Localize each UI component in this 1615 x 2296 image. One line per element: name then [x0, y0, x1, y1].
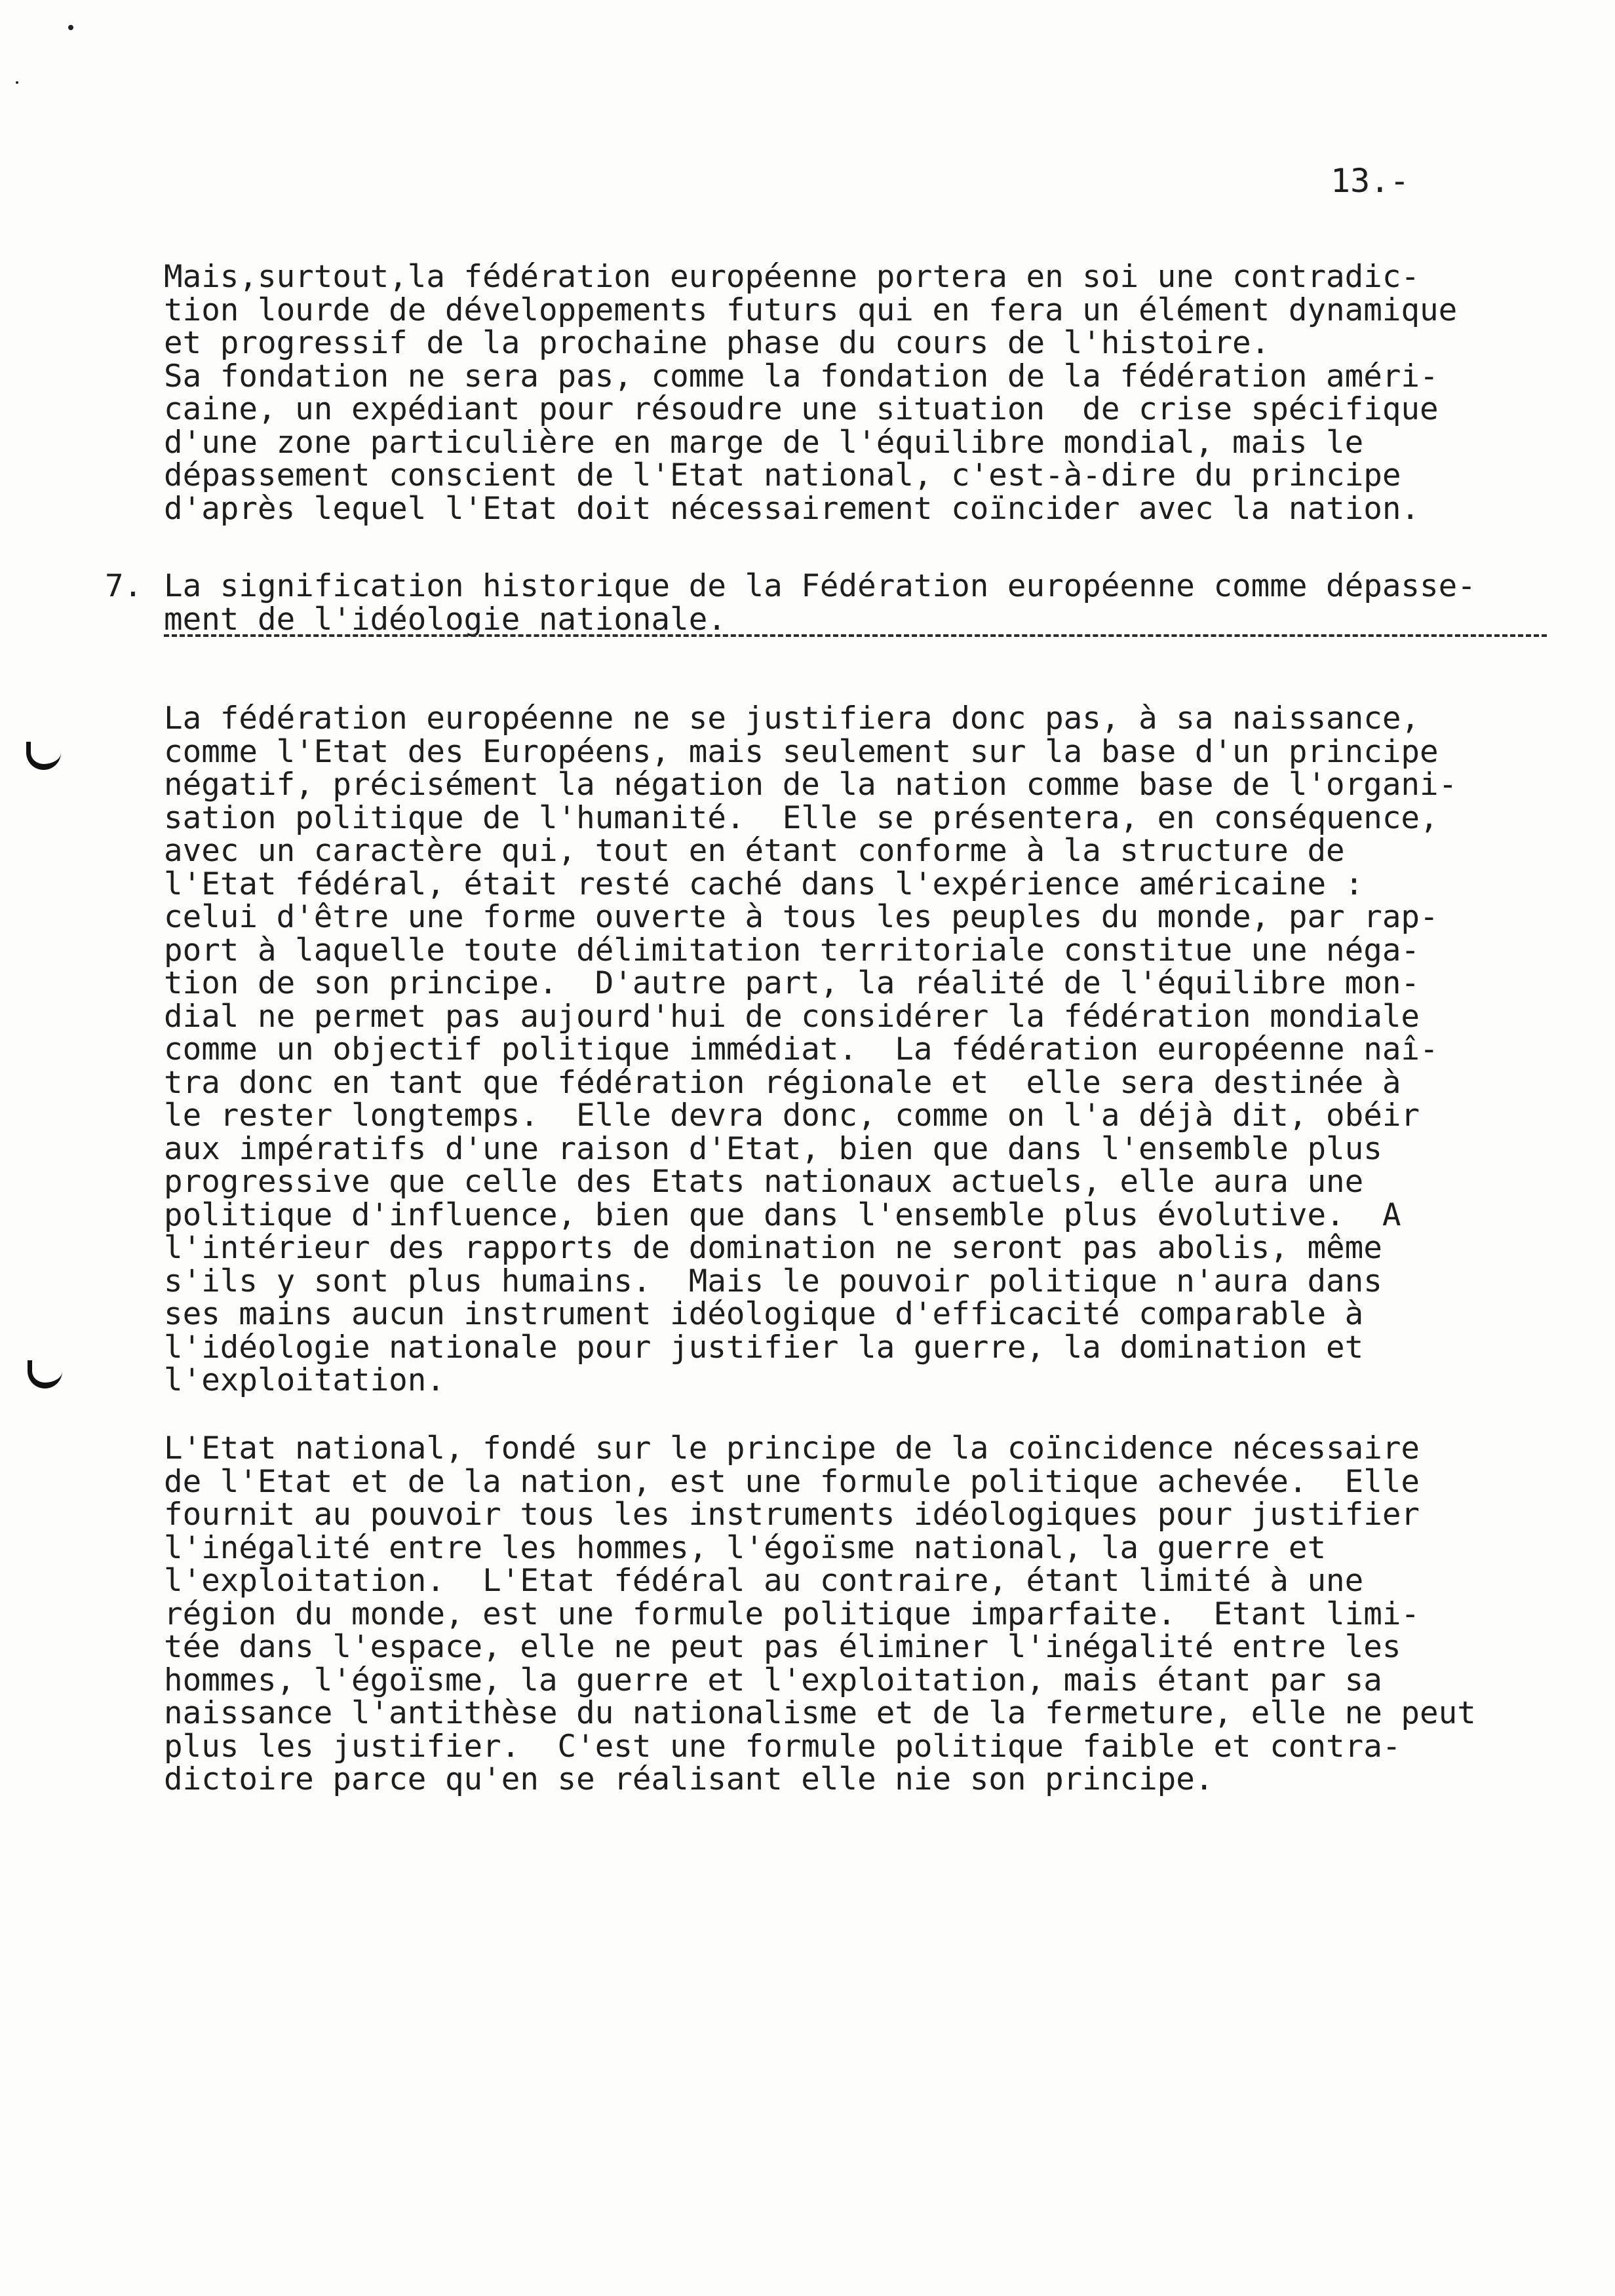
text-line: port à laquelle toute délimitation territoriale constitue une néga- [164, 932, 1420, 968]
text-line: tion lourde de développements futurs qui en fera un élément dynamique [164, 292, 1458, 328]
intro-paragraph [164, 261, 1573, 526]
text-line: celui d'être une forme ouverte à tous les peuples du monde, par rap- [164, 899, 1439, 935]
text-line: d'une zone particulière en marge de l'équilibre mondial, mais le [164, 424, 1364, 461]
text-line: dial ne permet pas aujourd'hui de considérer la fédération mondiale [164, 998, 1420, 1035]
text-line: l'Etat fédéral, était resté caché dans l'expérience américaine : [164, 866, 1364, 902]
text-line: tée dans l'espace, elle ne peut pas éliminer l'inégalité entre les [164, 1629, 1401, 1665]
text-line: d'après lequel l'Etat doit nécessairement coïncider avec la nation. [164, 490, 1420, 527]
heading-line: ment de l'idéologie nationale. [164, 601, 726, 638]
body-paragraph-1 [164, 702, 1573, 1398]
text-line: dépassement conscient de l'Etat national, c'est-à-dire du principe [164, 457, 1401, 493]
text-line: négatif, précisément la négation de la nation comme base de l'organi- [164, 767, 1458, 803]
text-line: aux impératifs d'une raison d'Etat, bien que dans l'ensemble plus [164, 1130, 1382, 1167]
text-line: avec un caractère qui, tout en étant conforme à la structure de [164, 833, 1345, 869]
text-line: naissance l'antithèse du nationalisme et de la fermeture, elle ne peut [164, 1695, 1476, 1731]
text-line: comme l'Etat des Européens, mais seulement sur la base d'un principe [164, 733, 1439, 770]
text-line: l'intérieur des rapports de domination ne seront pas abolis, même [164, 1230, 1382, 1266]
punch-hole-mark [28, 1360, 62, 1388]
text-line: progressive que celle des Etats nationaux actuels, elle aura une [164, 1164, 1364, 1200]
text-line: de l'Etat et de la nation, est une formule politique achevée. Elle [164, 1463, 1420, 1500]
heading-underline-rule [164, 634, 1547, 637]
text-line: l'exploitation. L'Etat fédéral au contraire, étant limité à une [164, 1563, 1364, 1599]
text-line: l'exploitation. [164, 1362, 445, 1398]
section-heading [164, 570, 1573, 636]
punch-hole-mark [26, 742, 61, 770]
page-number: 13.- [1331, 162, 1410, 200]
ink-speck [68, 25, 73, 30]
text-line: L'Etat national, fondé sur le principe de la coïncidence nécessaire [164, 1430, 1420, 1466]
body-paragraph-2 [164, 1432, 1573, 1797]
text-line: tion de son principe. D'autre part, la réalité de l'équilibre mon- [164, 965, 1420, 1001]
text-line: s'ils y sont plus humains. Mais le pouvoir politique n'aura dans [164, 1263, 1382, 1299]
text-line: hommes, l'égoïsme, la guerre et l'exploitation, mais étant par sa [164, 1662, 1382, 1698]
text-line: caine, un expédiant pour résoudre une situation de crise spécifique [164, 391, 1439, 427]
text-line: fournit au pouvoir tous les instruments idéologiques pour justifier [164, 1497, 1420, 1533]
heading-line: La signification historique de la Fédération européenne comme dépasse- [164, 568, 1476, 604]
text-line: politique d'influence, bien que dans l'ensemble plus évolutive. A [164, 1196, 1401, 1233]
text-line: région du monde, est une formule politique imparfaite. Etant limi- [164, 1596, 1420, 1632]
text-line: La fédération européenne ne se justifiera donc pas, à sa naissance, [164, 700, 1420, 737]
text-line: le rester longtemps. Elle devra donc, comme on l'a déjà dit, obéir [164, 1098, 1420, 1134]
text-line: comme un objectif politique immédiat. La fédération européenne naî- [164, 1031, 1439, 1067]
text-line: et progressif de la prochaine phase du cours de l'histoire. [164, 325, 1270, 361]
text-line: Sa fondation ne sera pas, comme la fondation de la fédération améri- [164, 358, 1439, 394]
text-line: plus les justifier. C'est une formule politique faible et contra- [164, 1728, 1401, 1765]
section-number: 7. [105, 568, 143, 604]
text-line: l'inégalité entre les hommes, l'égoïsme national, la guerre et [164, 1529, 1327, 1566]
text-line: tra donc en tant que fédération régionale et elle sera destinée à [164, 1064, 1401, 1101]
text-line: sation politique de l'humanité. Elle se présentera, en conséquence, [164, 799, 1439, 836]
text-line: dictoire parce qu'en se réalisant elle nie son principe. [164, 1761, 1214, 1797]
text-line: ses mains aucun instrument idéologique d'efficacité comparable à [164, 1296, 1364, 1332]
ink-speck [16, 81, 18, 84]
text-line: l'idéologie nationale pour justifier la guerre, la domination et [164, 1329, 1364, 1366]
text-line: Mais,surtout,la fédération européenne portera en soi une contradic- [164, 259, 1420, 295]
